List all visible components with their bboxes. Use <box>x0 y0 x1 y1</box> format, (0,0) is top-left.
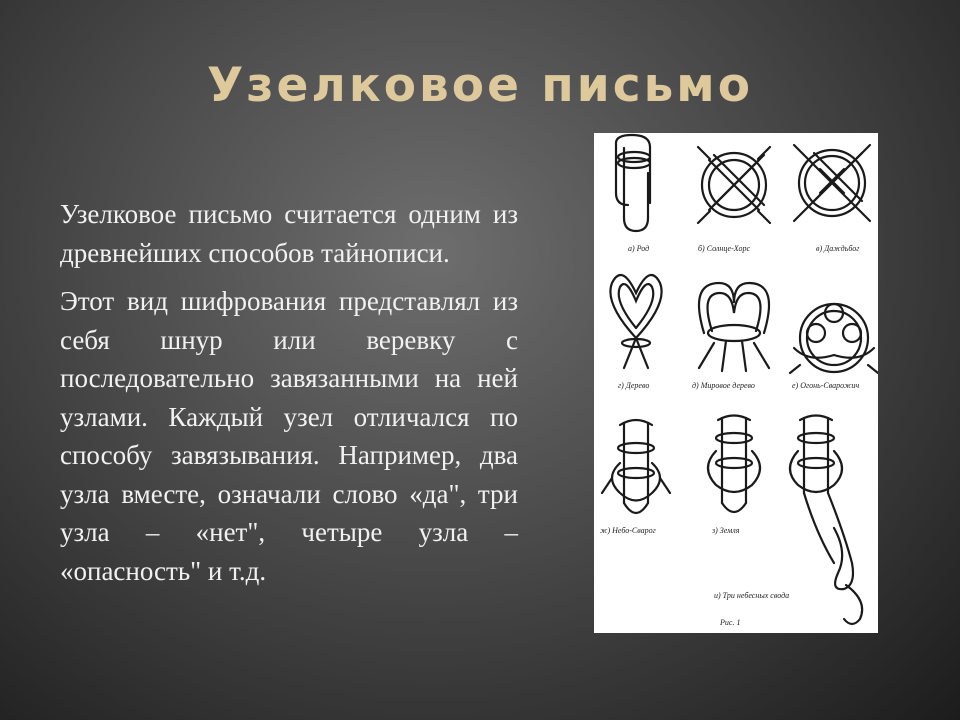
knots-illustration <box>594 133 878 633</box>
slide-body <box>60 195 518 590</box>
caption-g: ж) Небо-Сварог <box>600 526 656 535</box>
caption-h: з) Земля <box>712 526 740 535</box>
caption-e: д) Мировое дерево <box>692 381 755 390</box>
caption-i: и) Три небесных свода <box>714 591 790 600</box>
caption-d: г) Дерево <box>618 381 650 390</box>
caption-b: б) Солнце-Хорс <box>698 244 751 253</box>
caption-a: а) Род <box>628 244 650 253</box>
caption-c: в) Даждьбог <box>816 244 860 253</box>
figure-label: Рис. 1 <box>720 618 741 627</box>
knot-world-tree <box>699 283 769 371</box>
paragraph-description: Этот вид шифрования представлял из себя шнур или веревку с последовательно завязанными на ней узлами. Каждый узел отличался по способу завязывания. Например, два узла вместе, означали слово «да", три узла – «нет", четыре узла – «опасность" и т.д. <box>60 286 518 586</box>
knot-sky <box>602 420 670 513</box>
knot-fire <box>790 304 878 373</box>
slide-title: Узелковое письмо <box>207 58 753 113</box>
knot-rod <box>616 135 650 231</box>
knot-dazhbog <box>794 145 870 221</box>
knots-figure <box>594 133 878 633</box>
caption-f: е) Огонь-Сварожич <box>792 381 860 390</box>
knot-earth <box>708 416 760 513</box>
paragraph-intro: Узелковое письмо считается одним из древнейших способов тайнописи. <box>60 199 518 268</box>
knot-tree <box>610 275 661 368</box>
knot-three-vaults <box>790 416 862 625</box>
knot-sun <box>698 147 770 223</box>
